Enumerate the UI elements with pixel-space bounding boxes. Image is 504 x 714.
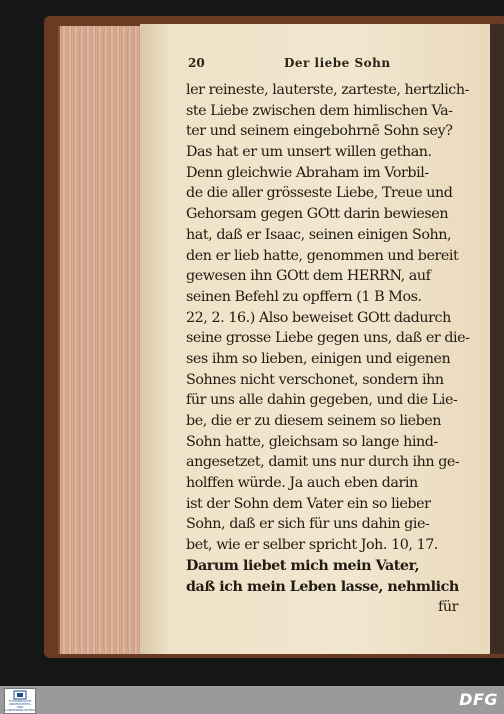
viewer-footer-bar (0, 686, 504, 714)
page-number: 20 (188, 56, 205, 70)
text-line: angesetzet, damit uns nur durch ihn ge- (186, 454, 460, 471)
text-line-bold: Darum liebet mich mein Vater, (186, 557, 420, 574)
text-line: bet, wie er selber spricht Joh. 10, 17. (186, 537, 438, 554)
page-edges (58, 26, 144, 654)
text-line: für uns alle dahin gegeben, und die Lie- (186, 392, 458, 409)
text-line-bold: daß ich mein Leben lasse, nehmlich (186, 578, 459, 595)
text-line: Denn gleichwie Abraham im Vorbil- (186, 164, 429, 181)
text-line: seinen Befehl zu opffern (1 B Mos. (186, 288, 422, 305)
text-line: Gehorsam gegen GOtt darin bewiesen (186, 206, 449, 223)
text-line: den er lieb hatte, genommen und bereit (186, 247, 459, 264)
text-line: ste Liebe zwischen dem himlischen Va- (186, 102, 453, 119)
page-text (186, 80, 472, 618)
text-line: ler reineste, lauterste, zarteste, hertzlich- (186, 82, 470, 98)
text-line: Das hat er um unsert willen gethan. (186, 144, 432, 161)
library-logo-line: UNIVERSITÄTS- UND (8, 701, 32, 709)
dfg-logo[interactable]: DFG (459, 690, 498, 709)
text-line: be, die er zu diesem seinem so lieben (186, 413, 442, 429)
facing-page-edge (490, 24, 504, 654)
library-logo-line: THÜRINGISCHE (8, 698, 32, 703)
running-head: Der liebe Sohn (284, 56, 391, 70)
text-line: Sohnes nicht verschonet, sondern ihn (186, 371, 444, 388)
catchword: für (438, 599, 458, 616)
text-line: 22, 2. 16.) Also beweiset GOtt dadurch (186, 309, 451, 326)
text-line: Sohn, daß er sich für uns dahin gie- (186, 516, 430, 533)
text-line: ist der Sohn dem Vater ein so lieber (186, 495, 431, 512)
library-logo-line: LANDESBIBLIOTHEK (4, 708, 36, 713)
text-line: hat, daß er Isaac, seinen einigen Sohn, (186, 226, 452, 243)
text-line: holffen würde. Ja auch eben darin (186, 475, 418, 492)
text-line: Sohn hatte, gleichsam so lange hind- (186, 433, 438, 450)
text-line: ter und seinem eingebohrnē Sohn sey? (186, 123, 453, 140)
text-line: gewesen ihn GOtt dem HERRN, auf (186, 268, 431, 285)
text-line: ses ihm so lieben, einigen und eigenen (186, 350, 451, 367)
library-logo[interactable] (4, 688, 36, 714)
page-header (188, 56, 472, 74)
text-line: de die aller grösseste Liebe, Treue und (186, 185, 453, 202)
text-line: seine grosse Liebe gegen uns, daß er die- (186, 330, 470, 347)
